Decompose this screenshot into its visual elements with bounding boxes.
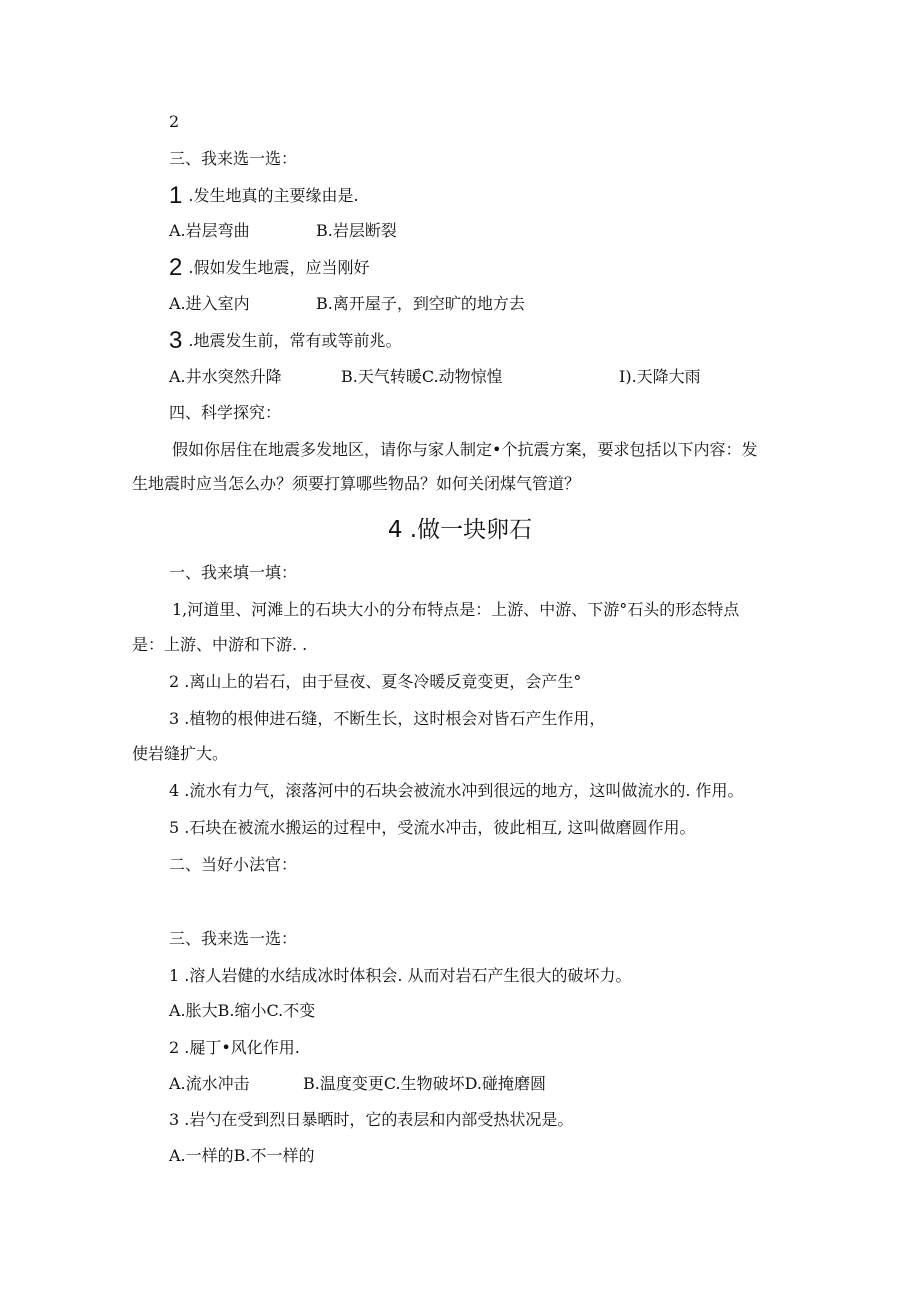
fill-question-3-cont: 使岩缝扩大。: [132, 744, 229, 763]
paragraph-line: 假如你居住在地震多发地区，请你与家人制定•个抗震方案，要求包括以下内容：发: [172, 440, 758, 459]
option-a: A.岩层弯曲: [169, 221, 250, 240]
choice-question-1: 1 .溶人岩健的水结成冰时体积会. 从而对岩石产生很大的破坏力。: [169, 966, 632, 985]
paragraph-line: 生地震时应当怎么办？须要打算哪些物品？如何关闭煤气管道？: [132, 474, 581, 493]
section-heading-choose: 三、我来选一选：: [169, 149, 298, 168]
choice-question-2: 2 .屣丁•风化作用.: [169, 1038, 300, 1057]
option-a: A.进入室内: [169, 294, 250, 313]
section-heading-explore: 四、科学探究：: [169, 403, 282, 422]
section-heading-judge: 二、当好小法官：: [169, 855, 298, 874]
options-bcd: B.温度变更C.生物破坏D.碰掩磨圆: [303, 1074, 546, 1093]
question-text: .发生地真的主要缘由是.: [188, 186, 359, 205]
option-a: A.流水冲击: [169, 1074, 250, 1093]
option-bc: B.天气转暖C.动物惊惶: [341, 367, 503, 386]
fill-question-2: 2 .离山上的岩石，由于昼夜、夏冬冷暖反竟变更，会产生°: [169, 672, 582, 691]
choice-question-3: 3 .岩勺在受到烈日暴晒时，它的表层和内部受热状况是。: [169, 1110, 574, 1129]
section-heading-choose: 三、我来选一选：: [169, 929, 298, 948]
page-number-fragment: 2: [169, 112, 180, 131]
question-text: .假如发生地震，应当刚好: [188, 258, 370, 277]
question-number: 2: [169, 254, 183, 281]
lesson-title: 4 .做一块卵石: [387, 517, 533, 543]
option-b: B.离开屋子，到空旷的地方去: [316, 294, 525, 313]
question-number: 1: [169, 182, 183, 209]
question-3: [169, 327, 402, 354]
option-d: I).天降大雨: [619, 367, 701, 386]
fill-question-3: 3 .植物的根伸进石缝，不断生长，这时根会对皆石产生作用，: [169, 709, 606, 728]
fill-question-4: 4 .流水有力气，滚落河中的石块会被流水冲到很远的地方，这叫做流水的. 作用。: [169, 781, 744, 800]
question-text: .地震发生前，常有或等前兆。: [188, 331, 402, 350]
options: A.一样的B.不一样的: [169, 1146, 315, 1165]
question-1: [169, 182, 359, 209]
section-heading-fill: 一、我来填一填：: [169, 563, 298, 582]
option-a: A.井水突然升降: [169, 367, 282, 386]
options: A.胀大B.缩小C.不变: [169, 1001, 316, 1020]
fill-question-1-cont: 是：上游、中游和下游. .: [132, 635, 308, 654]
option-b: B.岩层断裂: [316, 221, 397, 240]
question-number: 3: [169, 327, 183, 354]
fill-question-5: 5 .石块在被流水搬运的过程中，受流水冲击，彼此相互, 这叫做磨圆作用。: [169, 818, 696, 837]
fill-question-1: 1,河道里、河滩上的石块大小的分布特点是：上游、中游、下游°石头的形态特点: [172, 600, 740, 619]
question-2: [169, 254, 370, 281]
